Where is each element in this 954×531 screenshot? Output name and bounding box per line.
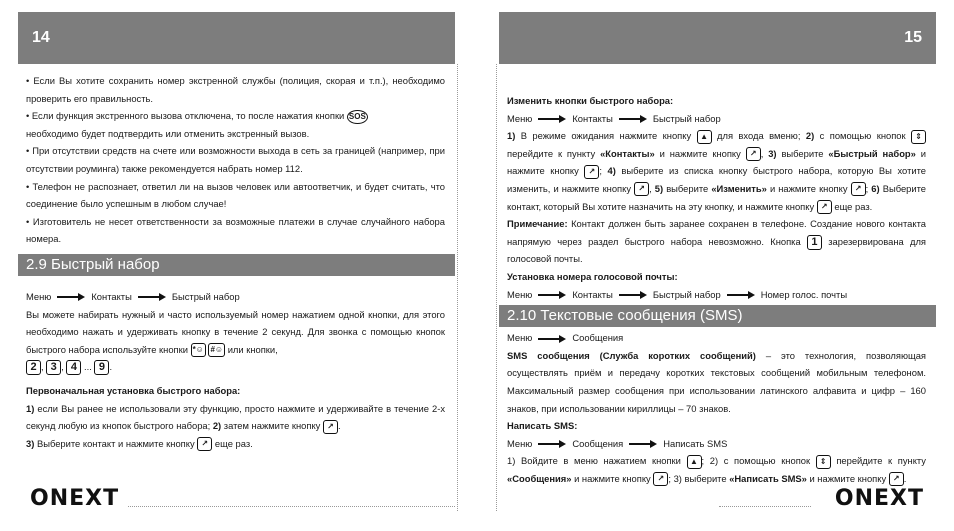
page-header-right: [499, 12, 936, 64]
bullet-2: • Если функция экстренного вызова отключена, то после нажатия кнопки SOS: [26, 107, 445, 125]
arrow-right-icon: [727, 291, 755, 299]
section-title-quick-dial: 2.9 Быстрый набор: [18, 254, 455, 276]
bullet-2-cont: необходимо будет подтвердить или отменить экстренный вызов.: [26, 127, 310, 139]
setup-steps: 1) если Вы ранее не использовали эту функцию, просто нажмите и удерживайте в течение 2-х секунд любую из кнопок быстрого набора; 2) затем нажмите кнопку ↗ .: [26, 400, 445, 435]
note: Примечание: Контакт должен быть заранее сохранен в телефоне. Создание нового контакта напрямую через раздел быстрого набора невозможно. Кнопка 1 зарезервирована для голосовой почты.: [507, 218, 927, 265]
call-key-icon: ↗: [653, 472, 668, 486]
bullet-3: • При отсутствии средств на счете или возможности выхода в сеть за границей (например, при отсутствии роуминга) также рекомендуется набрать номер 112.: [26, 145, 445, 174]
page-left: [18, 12, 455, 517]
menu-key-icon: ▲: [697, 130, 712, 144]
call-key-icon: ↗: [323, 420, 338, 434]
write-sms-steps: 1) Войдите в меню нажатием кнопки ▲ ; 2) с помощью кнопок ⇕ перейдите к пункту «Сообщения» и нажмите кнопку ↗ ; 3) выберите «Написать SMS» и нажмите кнопку ↗ .: [507, 452, 926, 487]
page-body-right: [499, 64, 936, 487]
key-2-icon: 2: [26, 360, 41, 375]
hash-key-icon: #☺: [208, 343, 225, 357]
key-9-icon: 9: [94, 360, 109, 375]
page-right: [499, 12, 936, 517]
page-number: 14: [32, 29, 50, 46]
nav-updown-key-icon: ⇕: [911, 130, 926, 144]
number-keys: 2 , 3 , 4 ... 9 .: [26, 358, 445, 376]
key-1-icon: 1: [807, 235, 822, 250]
sms-definition: SMS сообщения (Служба коротких сообщений) – это технология, позволяющая осуществлять приём и передачу коротких текстовых сообщений мобильным телефоном. Максимальный размер сообщения при использовании латинского алфавита и цифр – 160 знаков, при использовании кириллицы – 70 знаков.: [507, 349, 926, 414]
section-title-sms: 2.10 Текстовые сообщения (SMS): [499, 305, 936, 327]
menu-path-3: Меню Сообщения: [507, 332, 624, 344]
menu-path-1: Меню Контакты Быстрый набор: [507, 112, 721, 124]
page-body-left: [18, 64, 455, 452]
arrow-right-icon: [138, 293, 166, 301]
call-key-icon: ↗: [197, 437, 212, 451]
arrow-right-icon: [538, 335, 566, 343]
call-key-icon: ↗: [634, 182, 649, 196]
call-key-icon: ↗: [746, 147, 761, 161]
call-key-icon: ↗: [851, 182, 866, 196]
bullet-1: • Если Вы хотите сохранить номер экстренной службы (полиция, скорая и т.п.), необходимо проверить его правильность.: [26, 75, 445, 104]
arrow-right-icon: [538, 115, 566, 123]
key-4-icon: 4: [66, 360, 81, 375]
star-key-icon: *☺: [191, 343, 206, 357]
bullet-4: • Телефон не распознает, ответил ли на вызов человек или автоответчик, и будет считать, что соединение было успешным в любом случае!: [26, 180, 445, 210]
bullet-5: • Изготовитель не несет ответственности за возможные платежи в случае случайного набора номера.: [26, 215, 445, 245]
page-header-left: [18, 12, 455, 64]
arrow-right-icon: [57, 293, 85, 301]
menu-path-2: Меню Контакты Быстрый набор Номер голос. почты: [507, 288, 848, 300]
voicemail-title: Установка номера голосовой почты:: [507, 270, 678, 282]
key-3-icon: 3: [46, 360, 61, 375]
call-key-icon: ↗: [889, 472, 904, 486]
menu-path: Меню Контакты Быстрый набор: [26, 290, 240, 302]
arrow-right-icon: [619, 115, 647, 123]
intro-paragraph: Вы можете набирать нужный и часто используемый номер нажатием одной кнопки, для этого необходимо нажать и удерживать кнопку в течение 2 секунд. Для звонка с помощью кнопок быстрого набора используйте кнопки *☺ #☺ или кнопки,: [26, 306, 445, 359]
change-steps: 1) В режиме ожидания нажмите кнопку ▲ для входа вменю; 2) с помощью кнопок ⇕ перейдите к пункту «Контакты» и нажмите кнопку ↗ , 3) выберите «Быстрый набор» и нажмите кнопку ↗ ; 4) выберите из списка кнопку быстрого набора, которую Вы хотите изменить, и нажмите кнопку ↗ , 5) выберите «Изменить» и нажмите кнопку ↗ ; 6) Выберите контакт, который Вы хотите назначить на эту кнопку, и нажмите кнопку ↗ еще раз.: [507, 127, 926, 215]
change-title: Изменить кнопки быстрого набора:: [507, 95, 674, 106]
setup-title: Первоначальная установка быстрого набора:: [26, 384, 241, 396]
page-number: 15: [904, 29, 922, 46]
arrow-right-icon: [538, 440, 566, 448]
menu-key-icon: ▲: [687, 455, 702, 469]
nav-updown-key-icon: ⇕: [816, 455, 831, 469]
footer-divider: [719, 506, 811, 507]
onext-logo: ONEXT: [834, 486, 924, 511]
footer-divider: [128, 506, 455, 507]
write-sms-title: Написать SMS:: [507, 420, 578, 432]
menu-path-4: Меню Сообщения Написать SMS: [507, 437, 728, 449]
arrow-right-icon: [619, 291, 647, 299]
call-key-icon: ↗: [817, 200, 832, 214]
setup-step-3: 3) Выберите контакт и нажмите кнопку ↗ еще раз.: [26, 435, 445, 453]
arrow-right-icon: [629, 440, 657, 448]
call-key-icon: ↗: [584, 165, 599, 179]
arrow-right-icon: [538, 291, 566, 299]
sos-key-icon: SOS: [347, 110, 368, 124]
onext-logo: ONEXT: [30, 486, 120, 511]
